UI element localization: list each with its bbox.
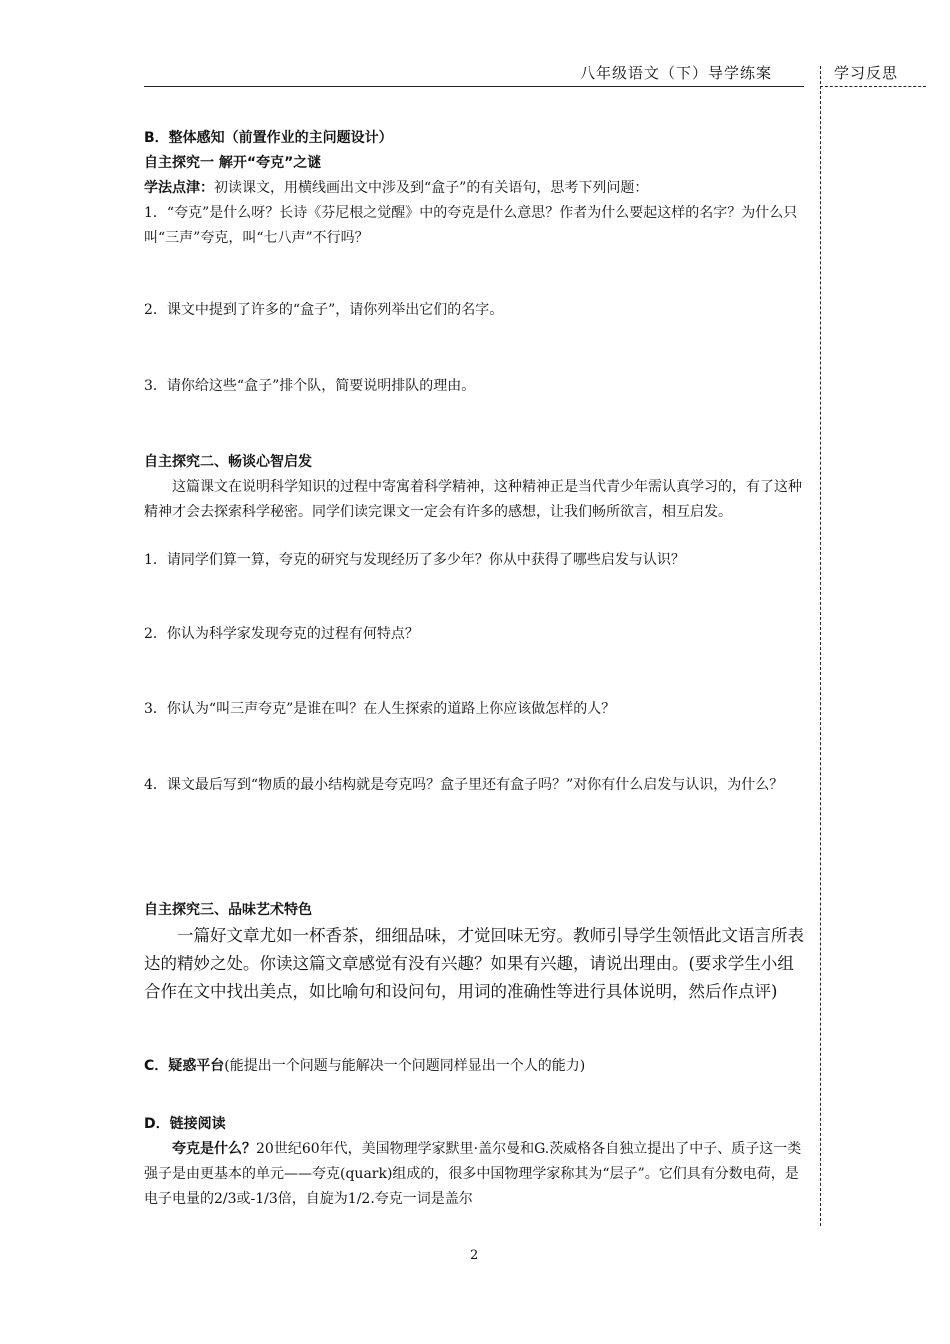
inquiry-3-text: 一篇好文章尤如一杯香茶，细细品味，才觉回味无穷。教师引导学生领悟此文语言所表达的精妙之处。你读这篇文章感觉有没有兴趣？如果有兴趣，请说出理由。(要求学生小组合作在文中找出美点，如比喻句和设问句，用词的准确性等进行具体说明，然后作点评) xyxy=(144,926,804,1001)
section-d-text xyxy=(144,1137,808,1212)
inquiry-3-title: 自主探究三、品味艺术特色 xyxy=(144,902,312,918)
method-tip-text: 初读课文，用横线画出文中涉及到“盒子”的有关语句，思考下列问题： xyxy=(214,180,649,196)
question-2-4: 4．课文最后写到“物质的最小结构就是夸克吗？盒子里还有盒子吗？”对你有什么启发与认识，为什么？ xyxy=(144,777,784,793)
section-d-body: 20世纪60年代，美国物理学家默里·盖尔曼和G.茨威格各自独立提出了中子、质子这一类强子是由更基本的单元——夸克(quark)组成的，很多中国物理学家称其为“层子”。它们具有分数电荷，是电子电量的2/3或-1/3倍，自旋为1/2.夸克一词是盖尔 xyxy=(144,1141,802,1207)
question-1-1: 1．“夸克”是什么呀？长诗《芬尼根之觉醒》中的夸克是什么意思？作者为什么要起这样的名字？为什么只叫“三声”夸克，叫“七八声”不行吗？ xyxy=(144,205,798,246)
inquiry-2-intro: 这篇课文在说明科学知识的过程中寄寓着科学精神，这种精神正是当代青少年需认真学习的，有了这种精神才会去探索科学秘密。同学们读完课文一定会有许多的感想，让我们畅所欲言，相互启发。 xyxy=(144,479,802,520)
question-1-2: 2．课文中提到了许多的“盒子”，请你列举出它们的名字。 xyxy=(144,302,504,318)
page-number: 2 xyxy=(470,1248,479,1263)
section-c xyxy=(144,1054,808,1079)
question-2-3: 3．你认为“叫三声夸克”是谁在叫？在人生探索的道路上你应该做怎样的人？ xyxy=(144,701,616,717)
section-d-heading: D．链接阅读 xyxy=(144,1116,226,1132)
header-rule xyxy=(144,86,804,87)
question-2-1: 1．请同学们算一算，夸克的研究与发现经历了多少年？你从中获得了哪些启发与认识？ xyxy=(144,552,685,568)
section-d-lead: 夸克是什么？ xyxy=(172,1141,256,1157)
section-c-note: (能提出一个问题与能解决一个问题同样显出一个人的能力) xyxy=(224,1058,586,1074)
margin-dashed-divider xyxy=(820,66,821,1226)
section-c-label: C．疑惑平台 xyxy=(144,1058,225,1074)
method-tip xyxy=(144,176,808,201)
inquiry-2-title: 自主探究二、畅谈心智启发 xyxy=(144,454,312,470)
section-b-heading: B．整体感知（前置作业的主问题设计） xyxy=(144,130,393,146)
document-header-title: 八年级语文（下）导学练案 xyxy=(580,64,773,82)
question-2-2: 2．你认为科学家发现夸克的过程有何特点？ xyxy=(144,626,419,642)
question-1-3: 3．请你给这些“盒子”排个队，简要说明排队的理由。 xyxy=(144,378,476,394)
reflection-column-title: 学习反思 xyxy=(834,64,899,82)
margin-dashed-header-rule xyxy=(820,86,926,87)
method-tip-label: 学法点津： xyxy=(144,180,214,196)
inquiry-1-title: 自主探究一 解开“夸克”之谜 xyxy=(144,155,322,171)
